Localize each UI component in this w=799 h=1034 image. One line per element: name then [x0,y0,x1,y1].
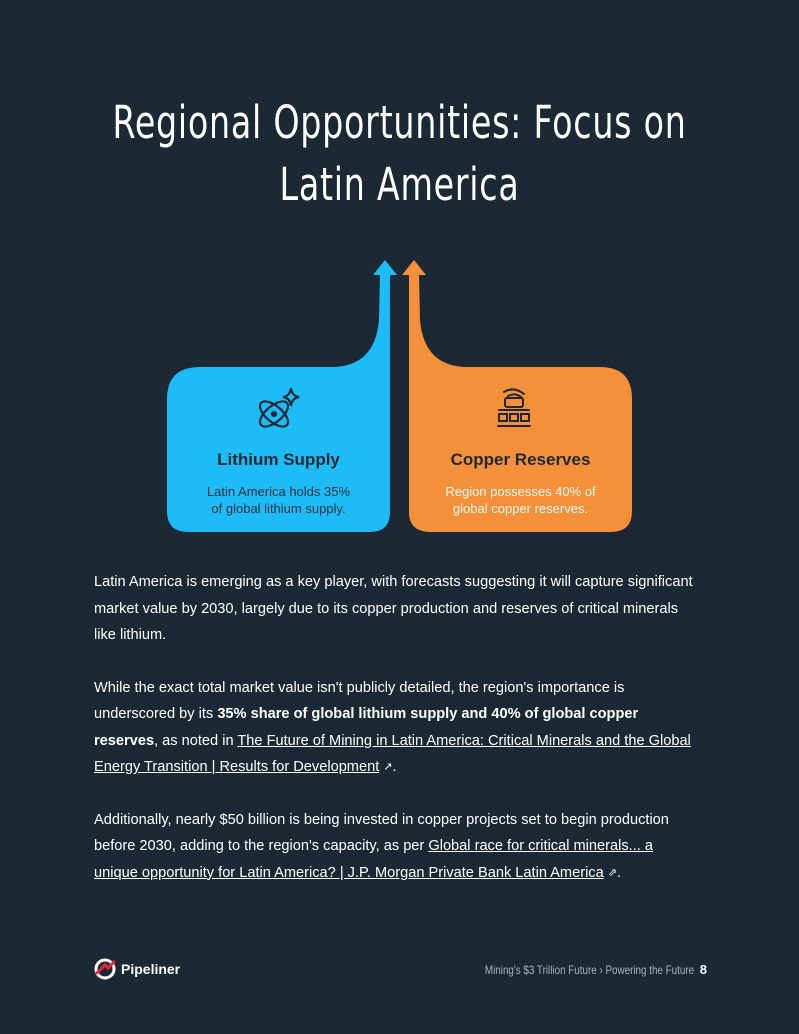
paragraph-1: Latin America is emerging as a key player, with forecasts suggesting it will capture significant market value by 2030, largely due to its copper production and reserves of critical minerals like lithium. [94,574,693,643]
jp-morgan-link[interactable]: Global race for critical minerals... a unique opportunity for Latin America? | J.P. Morgan Private Bank Latin America [94,838,654,881]
highlight-text: 35% share of global lithium supply and 40% of global copper reserves [94,706,639,749]
paragraph-3: Additionally, nearly $50 billion is being invested in copper projects set to begin production before 2030, adding to the region's capacity, as per Global race for critical minerals... a unique opportunity for Latin America? | J.P. Morgan Private Bank Latin America ⇗. [94,807,694,887]
footer-subtitle: Mining's $3 Trillion Future › Powering the Future [484,962,694,977]
page-number: 8 [699,962,707,977]
logo-name: Pipeliner [121,961,181,977]
pipeliner-logo-icon [94,958,116,980]
paragraph-2: While the exact total market value isn't publicly detailed, the region's importance is underscored by its 35% share of global lithium supply and 40% of global copper reserves, as noted in The Future of Mining in Latin America: Critical Minerals and the Global Energy Transition | Results for Development ↗. [94,675,694,781]
lithium-card [167,450,390,517]
lithium-card-title: Lithium Supply [217,450,340,469]
lithium-desc-line-2: of global lithium supply. [211,501,346,516]
results-for-development-link[interactable]: The Future of Mining in Latin America: Critical Minerals and the Global Energy Transition | Results for Development [94,732,691,775]
copper-card-title: Copper Reserves [450,450,591,469]
copper-desc-line-2: global copper reserves. [452,501,589,516]
copper-card [409,450,632,517]
page-title: Regional Opportunities: Focus on Latin America [112,96,687,211]
footer-logo [94,958,180,980]
external-link-icon[interactable]: ↗ [383,761,393,773]
external-link-icon[interactable]: ⇗ [607,866,617,879]
lithium-card-desc [167,483,390,517]
footer-info [439,962,707,977]
lithium-desc-line-1: Latin America holds 35% [206,484,351,499]
copper-card-desc [409,483,632,517]
body-text [94,569,694,912]
copper-desc-line-1: Region possesses 40% of [445,484,596,499]
